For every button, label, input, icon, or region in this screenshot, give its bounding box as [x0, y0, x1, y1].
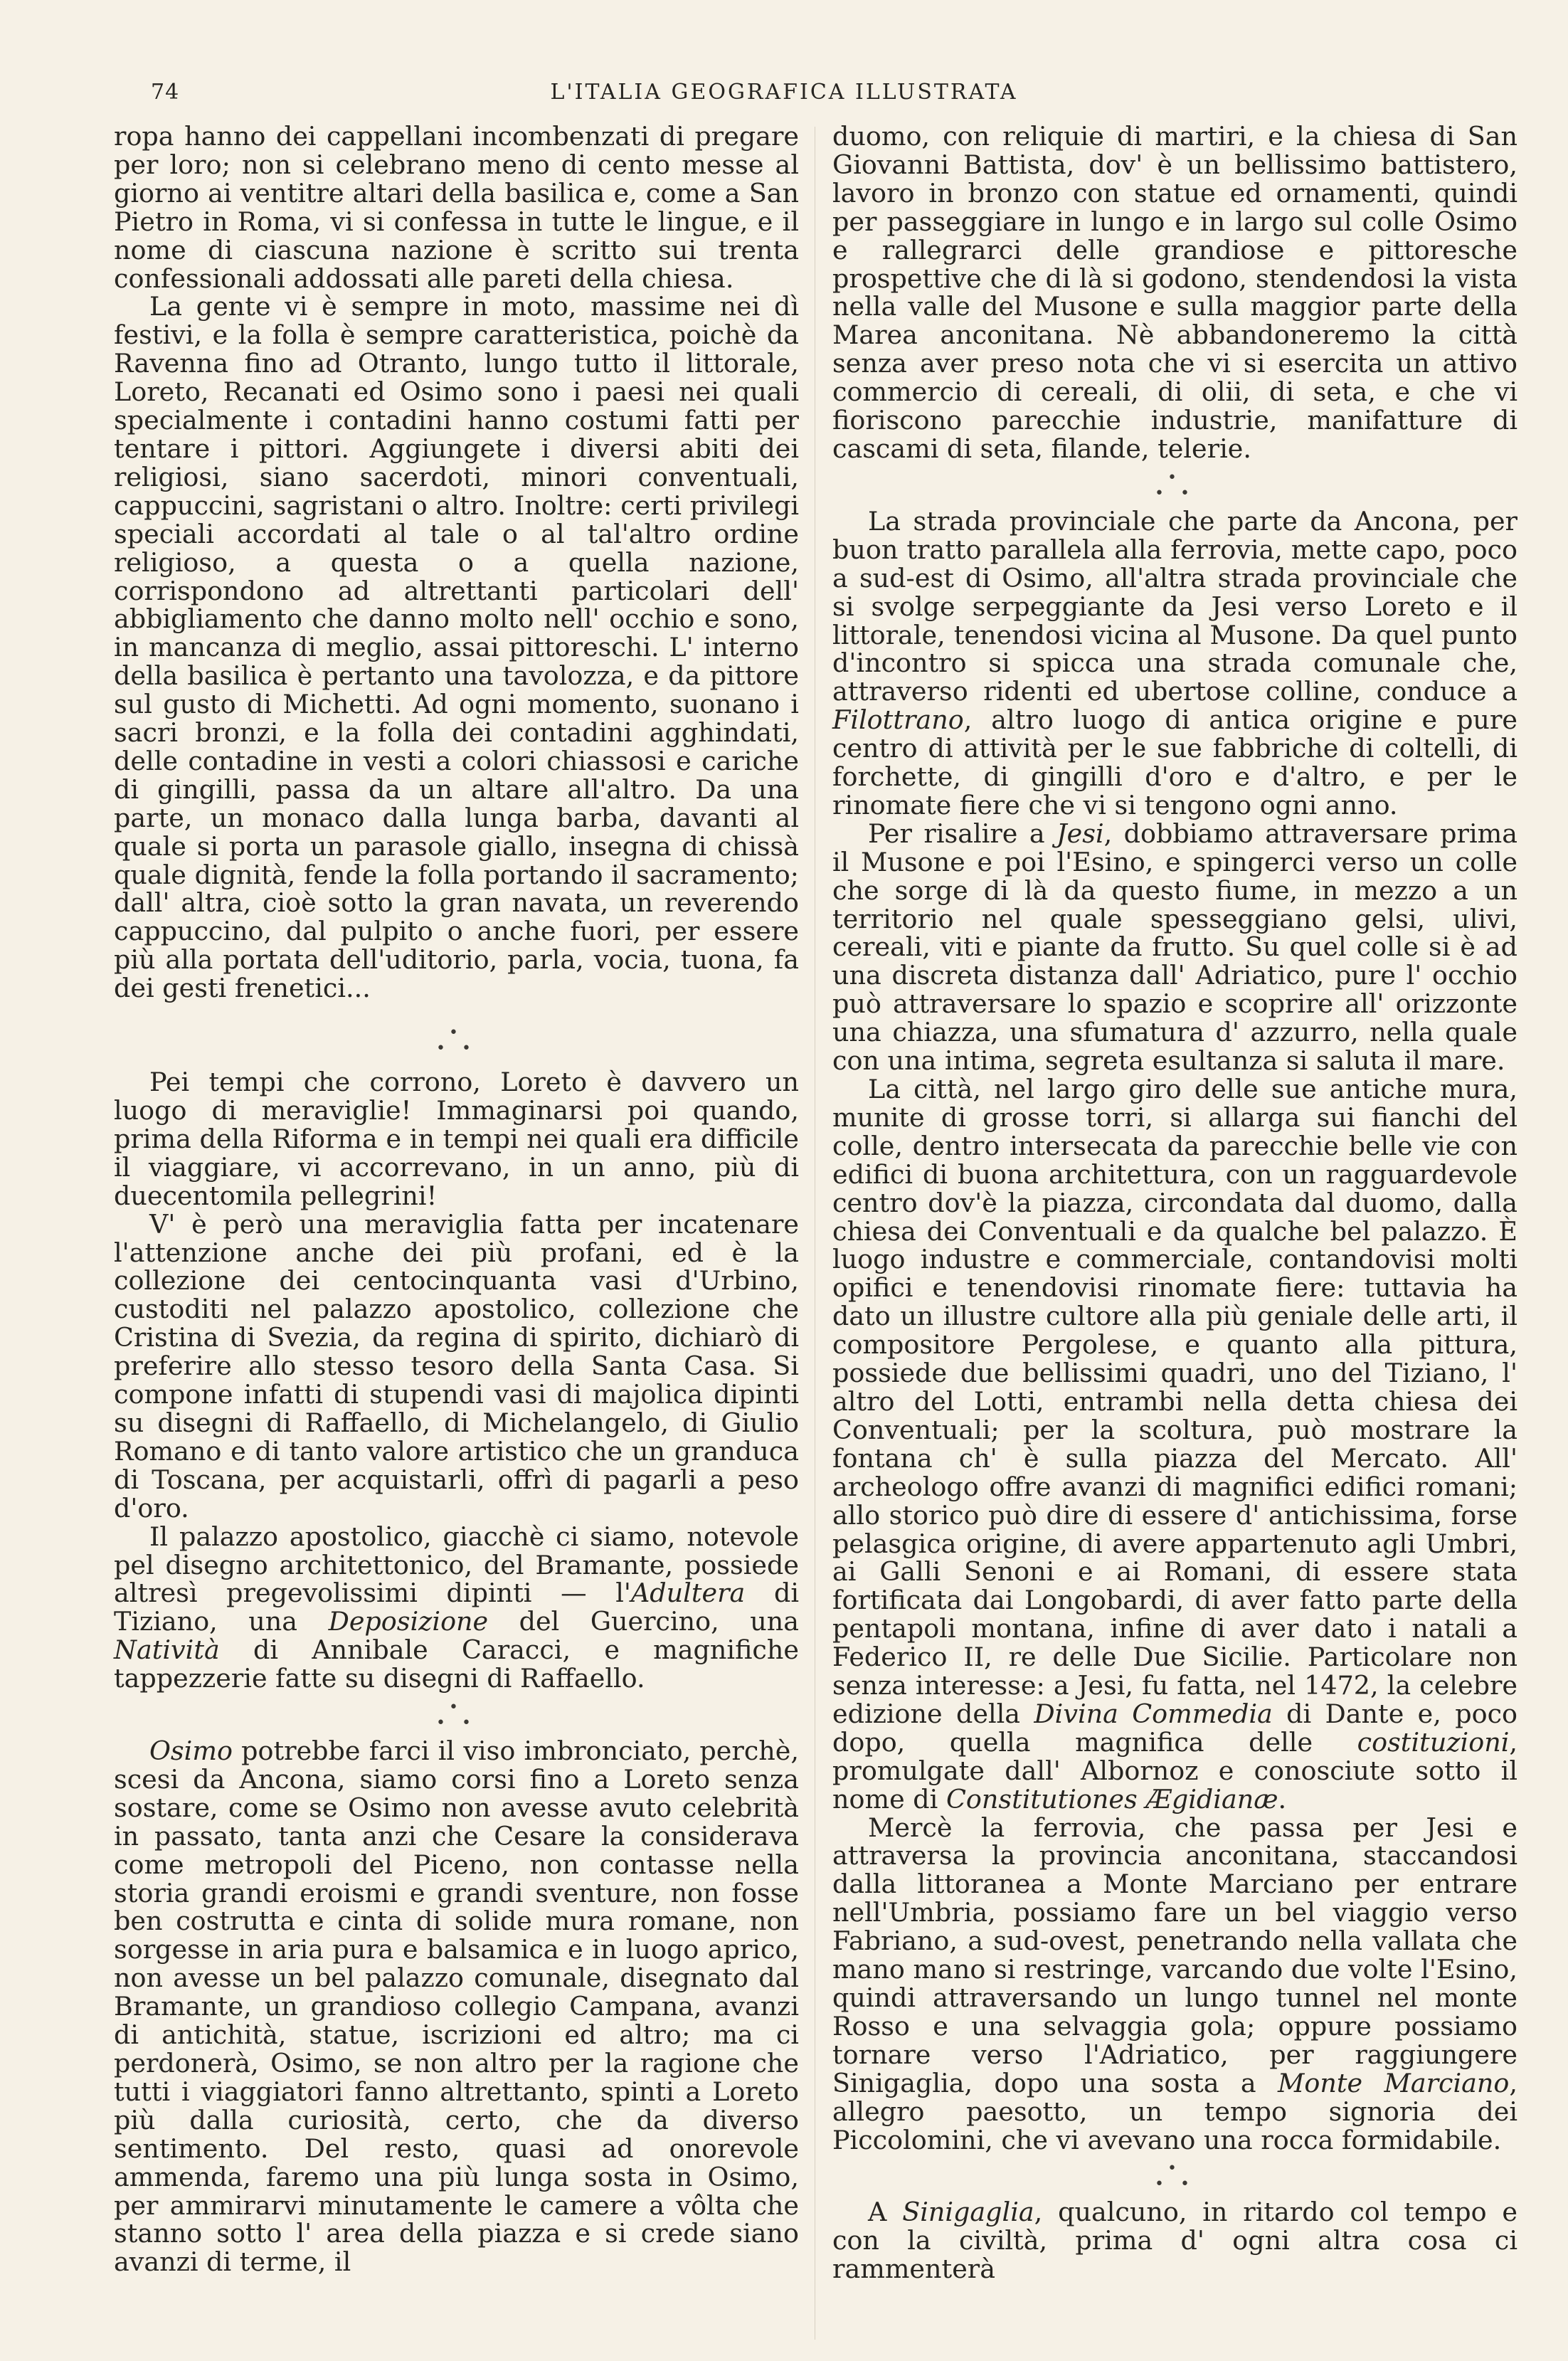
paragraph: Pei tempi che corrono, Loreto è davvero un luogo di meraviglie! Immaginarsi poi quando, prima della Riforma e in tempi nei quali era difficile il viaggiare, vi accorrevano, in un anno, più di duecentomila pellegrini!	[114, 1067, 799, 1211]
paragraph: V' è però una meraviglia fatta per incatenare l'attenzione anche dei più profani, ed è la collezione dei centocinquanta vasi d'Urbino, custoditi nel palazzo apostolico, collezione che Cristina di Svezia, da regina di spirito, dichiarò di preferire allo stesso tesoro della Santa Casa. Si compone infatti di stupendi vasi di majolica dipinti su disegni di Raffaello, di Michelangelo, di Giulio Romano e di tanto valore artistico che un granduca di Toscana, per acquistarli, offrì di pagarli a peso d'oro.	[114, 1208, 799, 1523]
italic-title: Deposizione	[328, 1606, 489, 1637]
right-column	[832, 122, 1517, 2283]
italic-place-name: Jesi	[1056, 818, 1104, 849]
italic-title: Divina Commedia	[1034, 1698, 1273, 1729]
paragraph: La gente vi è sempre in moto, massime nei dì festivi, e la folla è sempre caratteristica, poichè da Ravenna fino ad Otranto, lungo tutto il littorale, Loreto, Recanati ed Osimo sono i paesi nei quali specialmente i contadini hanno costumi fatti per tentare i pittori. Aggiungete i diversi abiti dei religiosi, siano sacerdoti, minori conventuali, cappuccini, sagristani o altro. Inoltre: certi privilegi speciali accordati al tale o al tal'altro ordine religioso, a questa o a quella nazione, corrispondono ad altrettanti particolari dell' abbigliamento che danno molto nell' occhio e sono, in mancanza di meglio, assai pittoreschi. L' interno della basilica è pertanto una tavolozza, e da pittore sul gusto di Michetti. Ad ogni momento, suonano i sacri bronzi, e la folla dei contadini agghindati, delle contadine in vesti a colori chiassosi e cariche di gingilli, passa da un altare all'altro. Da una parte, un monaco dalla lunga barba, davanti al quale si porta un parasole giallo, insegna di chissà quale dignità, fende la folla portando il sacramento; dall' altra, cioè sotto la gran navata, un reverendo cappuccino, dal pulpito o anche fuori, per essere più alla portata dell'uditorio, parla, vocia, tuona, fa dei gesti frenetici...	[114, 291, 799, 1004]
left-column	[114, 122, 799, 2276]
paragraph: Osimo potrebbe farci il viso imbronciato, perchè, scesi da Ancona, siamo corsi fino a Loreto senza sostare, come se Osimo non avesse avuto celebrità in passato, tanta anzi che Cesare la considerava come metropoli del Piceno, non contasse nella storia grandi eroismi e grandi sventure, non fosse ben costrutta e cinta di solide mura romane, non sorgesse in aria pura e balsamica e in luogo aprico, non avesse un bel palazzo comunale, disegnato dal Bramante, un grandioso collegio Campana, avanzi di antichità, statue, iscrizioni ed altro; ma ci perdonerà, Osimo, se non altro per la ragione che tutti i viaggiatori fanno altrettanto, spinti a Loreto più dalla curiosità, certo, che da diverso sentimento. Del resto, quasi ad onorevole ammenda, faremo una più lunga sosta in Osimo, per ammirarvi minutamente le camere a vôlta che stanno sotto l' area della piazza e si crede siano avanzi di terme, il	[114, 1736, 799, 2278]
paragraph: Per risalire a Jesi, dobbiamo attraversare prima il Musone e poi l'Esino, e spingerci verso un colle che sorge di là da questo fiume, in mezzo a un territorio nel quale spesseggiano gelsi, ulivi, cereali, viti e piante da frutto. Su quel colle si è ad una discreta distanza dall' Adriatico, pure l' occhio può attraversare lo spazio e scoprire all' orizzonte una chiazza, una sfumatura d' azzurro, nella quale con una intima, segreta esultanza si saluta il mare.	[832, 818, 1517, 1077]
italic-place-name: Monte Marciano	[1277, 2067, 1510, 2098]
paragraph: A Sinigaglia, qualcuno, in ritardo col tempo e con la civiltà, prima d' ogni altra cosa ci rammenterà	[832, 2197, 1517, 2285]
section-separator: • • •	[436, 1024, 477, 1058]
paragraph: Mercè la ferrovia, che passa per Jesi e attraversa la provincia anconitana, staccandosi dalla littoranea a Monte Marciano per entrare nell'Umbria, possiamo fare un bel viaggio verso Fabriano, a sud-ovest, penetrando nella vallata che mano mano si restringe, varcando due volte l'Esino, quindi attraversando un lungo tunnel nel monte Rosso e una selvaggia gola; oppure possiamo tornare verso l'Adriatico, per raggiungere Sinigaglia, dopo una sosta a Monte Marciano, allegro paesotto, un tempo signoria dei Piccolomini, che vi avevano una rocca formidabile.	[832, 1812, 1518, 2155]
paragraph: duomo, con reliquie di martiri, e la chiesa di San Giovanni Battista, dov' è un bellissimo battistero, lavoro in bronzo con statue ed ornamenti, quindi per passeggiare in lungo e in largo sul colle Osimo e rallegrarci delle grandiose e pittoresche prospettive che di là si godono, stendendosi la vista nella valle del Musone e sulla maggior parte della Marea anconitana. Nè abbandoneremo la città senza aver preso nota che vi si esercita un attivo commercio di cereali, di olii, di seta, e che vi fioriscono parecchie industrie, manifatture di cascami di seta, filande, telerie.	[832, 121, 1517, 464]
italic-place-name: Osimo	[149, 1736, 233, 1767]
italic-place-name: Filottrano	[832, 704, 964, 736]
italic-place-name: Sinigaglia	[902, 2197, 1034, 2228]
paragraph: Il palazzo apostolico, giacchè ci siamo, notevole pel disegno architettonico, del Bramante, possiede altresì pregevolissimi dipinti — l'Adultera di Tiziano, una Deposizione del Guercino, una Natività di Annibale Caracci, e magnifiche tappezzerie fatte su disegni di Raffaello.	[114, 1521, 800, 1694]
paragraph: La strada provinciale che parte da Ancona, per buon tratto parallela alla ferrovia, mette capo, poco a sud-est di Osimo, all'altra strada provinciale che si svolge serpeggiante da Jesi verso Loreto e il littorale, tenendosi vicina al Musone. Da quel punto d'incontro si spicca una strada comunale che, attraverso ridenti ed ubertose colline, conduce a Filottrano, altro luogo di antica origine e pure centro di attività per le sue fabbriche di coltelli, di forchette, di gingilli d'oro e d'altro, e per le rinomate fiere che vi si tengono ogni anno.	[832, 505, 1517, 820]
page-number: 74	[151, 80, 180, 105]
section-separator: • • •	[1155, 2160, 1195, 2194]
section-separator: • • •	[1155, 468, 1195, 502]
paragraph: ropa hanno dei cappellani incombenzati di pregare per loro; non si celebrano meno di cento messe al giorno ai ventitre altari della basilica e, come a San Pietro in Roma, vi si confessa in tutte le lingue, e il nome di ciascuna nazione è scritto sui trenta confessionali addossati alle pareti della chiesa.	[114, 121, 799, 294]
italic-title: Natività	[114, 1634, 220, 1666]
running-title: L'ITALIA GEOGRAFICA ILLUSTRATA	[550, 80, 1018, 105]
paragraph: La città, nel largo giro delle sue antiche mura, munite di grosse torri, si allarga sui fianchi del colle, dentro intersecata da parecchie belle vie con edifici di buona architettura, con un ragguardevole centro dov'è la piazza, circondata dal duomo, dalla chiesa dei Conventuali e da qualche bel palazzo. È luogo industre e commerciale, contandovisi molti opifici e tenendovisi rinomate fiere: tuttavia ha dato un illustre cultore alla più geniale delle arti, il compositore Pergolese, e quanto alla pittura, possiede due bellissimi quadri, uno del Tiziano, l' altro del Lotti, entrambi nella detta chiesa dei Conventuali; per la scoltura, può mostrare la fontana ch' è sulla piazza del Mercato. All' archeologo offre avanzi di magnifici edifici romani; allo storico può dire di essere d' antichissima, forse pelasgica origine, di avere appartenuto agli Umbri, ai Galli Senoni e ai Romani, di essere stata fortificata dai Longobardi, di aver fatto parte della pentapoli montana, infine di aver dato i natali a Federico II, re delle Due Sicilie. Particolare non senza interesse: a Jesi, fu fatta, nel 1472, la celebre edizione della Divina Commedia di Dante e, poco dopo, quella magnifica delle costituzioni, promulgate dall' Albornoz e conosciute sotto il nome di Constitutiones Ægidianæ.	[832, 1074, 1517, 1815]
italic-title: Adultera	[630, 1578, 746, 1609]
page-header	[0, 80, 1568, 115]
section-separator: • • •	[436, 1699, 477, 1733]
italic-title: costituzioni	[1357, 1726, 1510, 1758]
italic-title: Constitutiones Ægidianæ	[945, 1783, 1278, 1815]
